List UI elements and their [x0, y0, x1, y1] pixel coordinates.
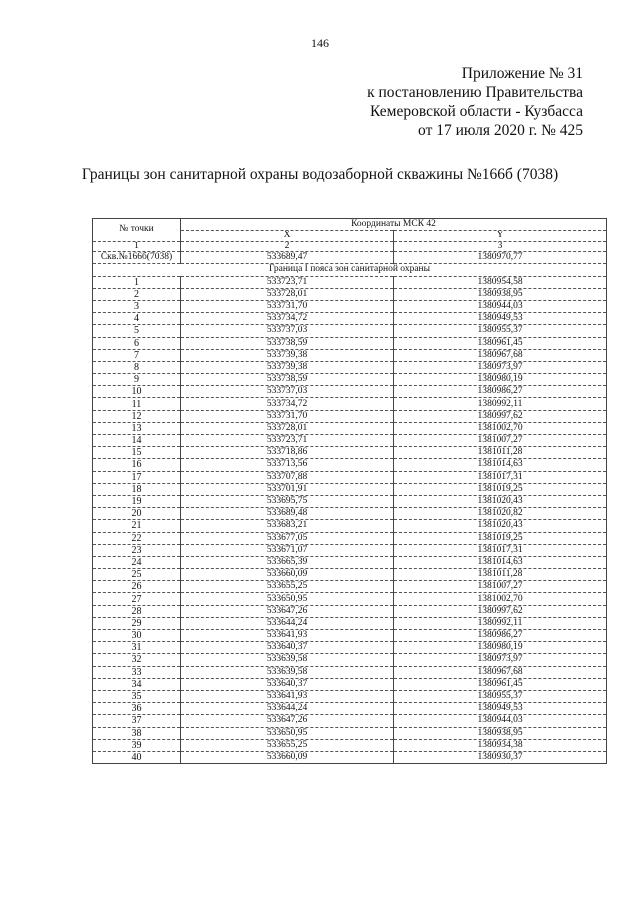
point-number-cell: 36 — [93, 703, 181, 715]
table-row — [93, 617, 607, 629]
y-coordinate-cell: 1381019,25 — [394, 532, 607, 544]
table-row — [93, 422, 607, 434]
y-coordinate-cell: 1380934,38 — [394, 739, 607, 751]
y-coordinate-cell: 1381020,82 — [394, 508, 607, 520]
y-coordinate-cell: 1380967,68 — [394, 349, 607, 361]
point-number-cell: 20 — [93, 508, 181, 520]
y-coordinate-cell: 1380938,95 — [394, 288, 607, 300]
point-number-cell: 28 — [93, 605, 181, 617]
table-row — [93, 386, 607, 398]
table-row — [93, 727, 607, 739]
point-number-cell: 31 — [93, 642, 181, 654]
point-number-cell: 7 — [93, 349, 181, 361]
point-number-cell: 13 — [93, 422, 181, 434]
x-coordinate-cell: 533737,03 — [181, 386, 394, 398]
x-coordinate-cell: 533650,95 — [181, 727, 394, 739]
x-coordinate-cell: 533639,58 — [181, 654, 394, 666]
x-coordinate-cell: 533728,01 — [181, 422, 394, 434]
x-coordinate-cell: 533737,03 — [181, 325, 394, 337]
y-coordinate-cell: 1380961,45 — [394, 678, 607, 690]
x-coordinate-cell: 533728,01 — [181, 288, 394, 300]
y-coordinate-cell: 1380986,27 — [394, 630, 607, 642]
x-coordinate-cell: 533731,70 — [181, 300, 394, 312]
x-coordinate-cell: 533655,25 — [181, 581, 394, 593]
section-title: Граница I пояса зон санитарной охраны — [93, 264, 607, 276]
table-column-numbers-row — [93, 241, 607, 252]
y-coordinate-cell: 1381014,63 — [394, 459, 607, 471]
y-coordinate-cell: 1380949,53 — [394, 313, 607, 325]
appendix-header — [367, 64, 583, 140]
table-row — [93, 556, 607, 568]
point-number-cell: 10 — [93, 386, 181, 398]
x-coordinate-cell: 533640,37 — [181, 678, 394, 690]
point-number-cell: 3 — [93, 300, 181, 312]
x-coordinate-cell: 533734,72 — [181, 398, 394, 410]
point-number-cell: 24 — [93, 556, 181, 568]
x-coordinate-cell: 533701,91 — [181, 483, 394, 495]
point-number-cell: 18 — [93, 483, 181, 495]
point-number-cell: 27 — [93, 593, 181, 605]
table-row — [93, 471, 607, 483]
y-coordinate-cell: 1380997,62 — [394, 410, 607, 422]
table-row — [93, 715, 607, 727]
y-coordinate-cell: 1381002,70 — [394, 593, 607, 605]
x-coordinate-cell: 533641,93 — [181, 690, 394, 702]
y-coordinate-cell: 1380980,19 — [394, 374, 607, 386]
table-row — [93, 642, 607, 654]
point-number-cell: 14 — [93, 435, 181, 447]
x-coordinate-cell: 533731,70 — [181, 410, 394, 422]
x-coordinate-cell: 533738,59 — [181, 374, 394, 386]
table-row — [93, 398, 607, 410]
point-number-cell: 8 — [93, 361, 181, 373]
point-number-cell: 26 — [93, 581, 181, 593]
table-row — [93, 630, 607, 642]
table-row — [93, 435, 607, 447]
point-number-cell: 17 — [93, 471, 181, 483]
column-number: 3 — [394, 241, 607, 252]
table-row — [93, 361, 607, 373]
y-coordinate-cell: 1380997,62 — [394, 605, 607, 617]
point-number-cell: 40 — [93, 751, 181, 763]
y-coordinate-cell: 1381002,70 — [394, 422, 607, 434]
x-coordinate-cell: 533647,26 — [181, 605, 394, 617]
section-row — [93, 264, 607, 276]
x-coordinate-cell: 533671,07 — [181, 544, 394, 556]
point-number-cell: 39 — [93, 739, 181, 751]
x-coordinate-cell: 533683,21 — [181, 520, 394, 532]
table-row — [93, 325, 607, 337]
table-row — [93, 300, 607, 312]
point-number-cell: 12 — [93, 410, 181, 422]
y-coordinate-cell: 1381011,28 — [394, 569, 607, 581]
x-coordinate-cell: 533660,09 — [181, 751, 394, 763]
x-coordinate-cell: 533641,93 — [181, 630, 394, 642]
x-coordinate-cell: 533647,26 — [181, 715, 394, 727]
table-row — [93, 544, 607, 556]
table-row — [93, 288, 607, 300]
x-coordinate-cell: 533713,56 — [181, 459, 394, 471]
header-coordinates: Координаты МСК 42 — [181, 219, 607, 231]
x-coordinate-cell: 533640,37 — [181, 642, 394, 654]
point-number-cell: 21 — [93, 520, 181, 532]
point-number-cell: 33 — [93, 666, 181, 678]
x-coordinate-cell: 533665,39 — [181, 556, 394, 568]
point-number-cell: 4 — [93, 313, 181, 325]
x-coordinate-cell: 533739,38 — [181, 349, 394, 361]
table-row — [93, 447, 607, 459]
y-coordinate-cell: 1381017,31 — [394, 471, 607, 483]
y-coordinate-cell: 1380938,95 — [394, 727, 607, 739]
table-row — [93, 459, 607, 471]
table-row — [93, 520, 607, 532]
point-number-cell: 19 — [93, 495, 181, 507]
table-row — [93, 276, 607, 288]
point-number-cell: 11 — [93, 398, 181, 410]
y-coordinate-cell: 1380980,19 — [394, 642, 607, 654]
point-number-cell: 38 — [93, 727, 181, 739]
column-number: 2 — [181, 241, 394, 252]
y-coordinate-cell: 1381017,31 — [394, 544, 607, 556]
point-number-cell: 1 — [93, 276, 181, 288]
table-row — [93, 569, 607, 581]
table-row — [93, 605, 607, 617]
table-row — [93, 532, 607, 544]
well-y: 1380970,77 — [394, 252, 607, 264]
table-row — [93, 349, 607, 361]
column-number: 1 — [93, 241, 181, 252]
well-name: Скв.№166б(7038) — [93, 252, 181, 264]
y-coordinate-cell: 1380944,03 — [394, 715, 607, 727]
table-row — [93, 337, 607, 349]
table-row — [93, 593, 607, 605]
header-x: X — [181, 231, 394, 242]
point-number-cell: 15 — [93, 447, 181, 459]
table-row — [93, 374, 607, 386]
point-number-cell: 23 — [93, 544, 181, 556]
y-coordinate-cell: 1380973,97 — [394, 361, 607, 373]
point-number-cell: 29 — [93, 617, 181, 629]
table-row — [93, 690, 607, 702]
y-coordinate-cell: 1381011,28 — [394, 447, 607, 459]
well-x: 533689,47 — [181, 252, 394, 264]
table-row — [93, 751, 607, 763]
point-number-cell: 22 — [93, 532, 181, 544]
point-number-cell: 30 — [93, 630, 181, 642]
table-row — [93, 654, 607, 666]
table-row — [93, 410, 607, 422]
table-row — [93, 483, 607, 495]
header-y: Y — [394, 231, 607, 242]
point-number-cell: 6 — [93, 337, 181, 349]
x-coordinate-cell: 533660,09 — [181, 569, 394, 581]
x-coordinate-cell: 533718,86 — [181, 447, 394, 459]
header-point-number: № точки — [93, 219, 181, 242]
appendix-resolution: к постановлению Правительства — [367, 84, 583, 101]
y-coordinate-cell: 1381007,27 — [394, 435, 607, 447]
table-row — [93, 666, 607, 678]
table-row — [93, 581, 607, 593]
table-header-row — [93, 219, 607, 231]
x-coordinate-cell: 533644,24 — [181, 617, 394, 629]
point-number-cell: 16 — [93, 459, 181, 471]
point-number-cell: 32 — [93, 654, 181, 666]
appendix-region: Кемеровской области - Кузбасса — [370, 103, 583, 120]
point-number-cell: 35 — [93, 690, 181, 702]
x-coordinate-cell: 533739,38 — [181, 361, 394, 373]
table-row — [93, 739, 607, 751]
x-coordinate-cell: 533650,95 — [181, 593, 394, 605]
y-coordinate-cell: 1380961,45 — [394, 337, 607, 349]
y-coordinate-cell: 1380955,37 — [394, 325, 607, 337]
point-number-cell: 9 — [93, 374, 181, 386]
y-coordinate-cell: 1380944,03 — [394, 300, 607, 312]
y-coordinate-cell: 1380986,27 — [394, 386, 607, 398]
table-row — [93, 678, 607, 690]
y-coordinate-cell: 1381007,27 — [394, 581, 607, 593]
x-coordinate-cell: 533707,88 — [181, 471, 394, 483]
x-coordinate-cell: 533738,59 — [181, 337, 394, 349]
y-coordinate-cell: 1381020,43 — [394, 520, 607, 532]
y-coordinate-cell: 1381014,63 — [394, 556, 607, 568]
y-coordinate-cell: 1380973,97 — [394, 654, 607, 666]
x-coordinate-cell: 533677,05 — [181, 532, 394, 544]
x-coordinate-cell: 533695,75 — [181, 495, 394, 507]
x-coordinate-cell: 533689,48 — [181, 508, 394, 520]
table-row — [93, 313, 607, 325]
appendix-title: Приложение № 31 — [461, 65, 583, 82]
table-row — [93, 508, 607, 520]
appendix-date: от 17 июля 2020 г. № 425 — [418, 122, 583, 139]
coordinates-table — [92, 218, 607, 764]
x-coordinate-cell: 533734,72 — [181, 313, 394, 325]
x-coordinate-cell: 533723,71 — [181, 435, 394, 447]
well-row — [93, 252, 607, 264]
page-number: 146 — [311, 36, 329, 50]
table-row — [93, 703, 607, 715]
x-coordinate-cell: 533639,58 — [181, 666, 394, 678]
y-coordinate-cell: 1381019,25 — [394, 483, 607, 495]
point-number-cell: 34 — [93, 678, 181, 690]
document-heading: Границы зон санитарной охраны водозаборной скважины №166б (7038) — [81, 166, 559, 183]
y-coordinate-cell: 1380955,37 — [394, 690, 607, 702]
point-number-cell: 25 — [93, 569, 181, 581]
y-coordinate-cell: 1380992,11 — [394, 398, 607, 410]
x-coordinate-cell: 533644,24 — [181, 703, 394, 715]
point-number-cell: 37 — [93, 715, 181, 727]
y-coordinate-cell: 1381020,43 — [394, 495, 607, 507]
y-coordinate-cell: 1380949,53 — [394, 703, 607, 715]
y-coordinate-cell: 1380930,37 — [394, 751, 607, 763]
x-coordinate-cell: 533723,71 — [181, 276, 394, 288]
y-coordinate-cell: 1380967,68 — [394, 666, 607, 678]
table-row — [93, 495, 607, 507]
point-number-cell: 2 — [93, 288, 181, 300]
point-number-cell: 5 — [93, 325, 181, 337]
y-coordinate-cell: 1380954,58 — [394, 276, 607, 288]
y-coordinate-cell: 1380992,11 — [394, 617, 607, 629]
x-coordinate-cell: 533655,25 — [181, 739, 394, 751]
